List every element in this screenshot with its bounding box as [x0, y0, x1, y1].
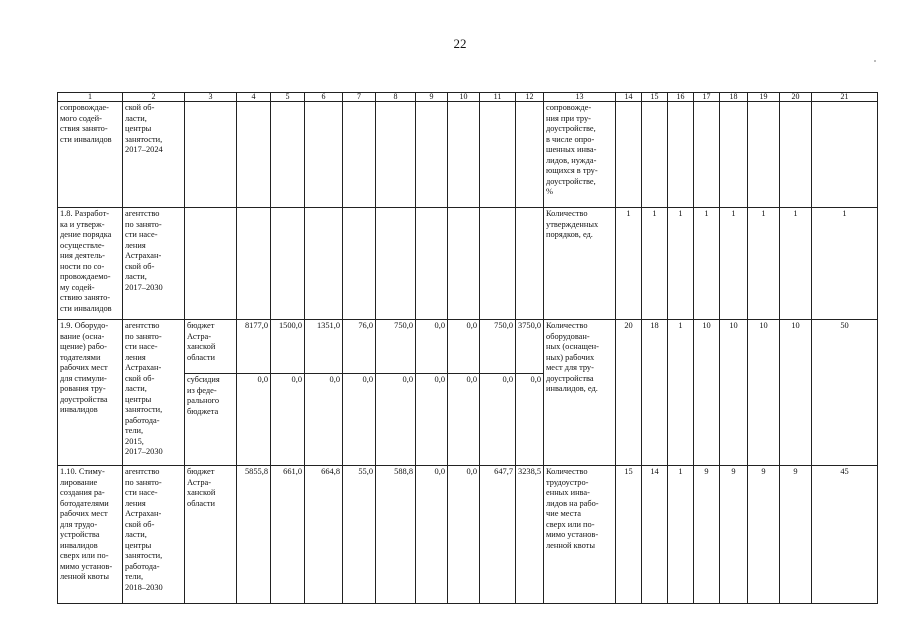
measure-name-cell: 1.8. Разработ- ка и утверж- дение порядка осуществле- ния деятель- ности по со- провождаемо- му содей- ствию занято- сти инвалидов: [58, 208, 123, 320]
target-cell: 50: [812, 320, 878, 466]
executor-cell: агентство по занято- сти насе- ления Астрахан- ской об- ласти, центры занятости, работода- тели, 2018–2030: [123, 466, 185, 604]
source-cell: субсидия из феде- рального бюджета: [185, 374, 237, 466]
target-cell: 1: [780, 208, 812, 320]
value-cell: [448, 208, 480, 320]
target-cell: [780, 102, 812, 208]
value-cell: 1351,0: [305, 320, 343, 374]
value-cell: [343, 102, 376, 208]
col-header: 11: [480, 93, 516, 102]
value-cell: 0,0: [376, 374, 416, 466]
col-header: 9: [416, 93, 448, 102]
indicator-cell: Количество оборудован- ных (оснащен- ных) рабочих мест для тру- доустройства инвалидов, ед.: [544, 320, 616, 466]
col-header: 20: [780, 93, 812, 102]
executor-cell: ской об- ласти, центры занятости, 2017–2024: [123, 102, 185, 208]
value-cell: 647,7: [480, 466, 516, 604]
target-cell: [616, 102, 642, 208]
value-cell: 588,8: [376, 466, 416, 604]
col-header: 21: [812, 93, 878, 102]
value-cell: [480, 208, 516, 320]
value-cell: 750,0: [480, 320, 516, 374]
value-cell: 3238,5: [516, 466, 544, 604]
target-cell: 10: [780, 320, 812, 466]
target-cell: 1: [668, 466, 694, 604]
target-cell: 15: [616, 466, 642, 604]
col-header: 16: [668, 93, 694, 102]
value-cell: 0,0: [480, 374, 516, 466]
source-cell: [185, 102, 237, 208]
page-number: 22: [453, 36, 467, 51]
target-cell: 10: [694, 320, 720, 466]
executor-cell: агентство по занято- сти насе- ления Астрахан- ской об- ласти, центры занятости, работода- тели, 2015, 2017–2030: [123, 320, 185, 466]
value-cell: [516, 208, 544, 320]
value-cell: 8177,0: [237, 320, 271, 374]
value-cell: 3750,0: [516, 320, 544, 374]
source-cell: [185, 208, 237, 320]
target-cell: 10: [748, 320, 780, 466]
indicator-cell: Количество утвержденных порядков, ед.: [544, 208, 616, 320]
measure-name-cell: 1.10. Стиму- лирование создания ра- ботодателями рабочих мест для трудо- устройства инвалидов сверх или по- мимо установ- ленной квоты: [58, 466, 123, 604]
value-cell: [271, 208, 305, 320]
target-cell: 1: [668, 320, 694, 466]
col-header: 15: [642, 93, 668, 102]
measure-name-cell: сопровождае- мого содей- ствия занято- сти инвалидов: [58, 102, 123, 208]
value-cell: [480, 102, 516, 208]
table-row-1-9: [58, 320, 878, 374]
value-cell: [376, 208, 416, 320]
col-header: 3: [185, 93, 237, 102]
value-cell: 661,0: [271, 466, 305, 604]
indicator-cell: сопровожде- ния при тру- доустройстве, в числе опро- шенных инва- лидов, нужда- ющихся в тру- доустройстве, %: [544, 102, 616, 208]
col-header: 7: [343, 93, 376, 102]
value-cell: 0,0: [448, 374, 480, 466]
value-cell: [343, 208, 376, 320]
source-cell: бюджет Астра- ханской области: [185, 320, 237, 374]
target-cell: 1: [720, 208, 748, 320]
value-cell: 1500,0: [271, 320, 305, 374]
target-cell: 9: [694, 466, 720, 604]
col-header: 4: [237, 93, 271, 102]
value-cell: 0,0: [416, 320, 448, 374]
scan-speck: [874, 60, 876, 62]
value-cell: 0,0: [271, 374, 305, 466]
target-cell: 1: [668, 208, 694, 320]
target-cell: [694, 102, 720, 208]
source-cell: бюджет Астра- ханской области: [185, 466, 237, 604]
table-row-1-8: [58, 208, 878, 320]
col-header: 17: [694, 93, 720, 102]
value-cell: 664,8: [305, 466, 343, 604]
col-header: 13: [544, 93, 616, 102]
target-cell: 45: [812, 466, 878, 604]
value-cell: 0,0: [416, 466, 448, 604]
value-cell: 0,0: [448, 320, 480, 374]
value-cell: [416, 208, 448, 320]
program-table: [57, 92, 878, 604]
value-cell: 750,0: [376, 320, 416, 374]
target-cell: 1: [642, 208, 668, 320]
executor-cell: агентство по занято- сти насе- ления Астрахан- ской об- ласти, 2017–2030: [123, 208, 185, 320]
value-cell: [305, 102, 343, 208]
value-cell: [237, 102, 271, 208]
value-cell: 0,0: [237, 374, 271, 466]
target-cell: 18: [642, 320, 668, 466]
col-header: 19: [748, 93, 780, 102]
value-cell: 76,0: [343, 320, 376, 374]
measure-name-cell: 1.9. Оборудо- вание (осна- щение) рабо- тодателями рабочих мест для стимули- рования тру- доустройства инвалидов: [58, 320, 123, 466]
value-cell: [376, 102, 416, 208]
value-cell: 0,0: [516, 374, 544, 466]
target-cell: 14: [642, 466, 668, 604]
value-cell: [416, 102, 448, 208]
col-header: 8: [376, 93, 416, 102]
value-cell: [516, 102, 544, 208]
col-header: 6: [305, 93, 343, 102]
col-header: 2: [123, 93, 185, 102]
value-cell: 0,0: [343, 374, 376, 466]
target-cell: 1: [812, 208, 878, 320]
target-cell: [812, 102, 878, 208]
value-cell: 55,0: [343, 466, 376, 604]
target-cell: 1: [694, 208, 720, 320]
col-header: 12: [516, 93, 544, 102]
value-cell: 0,0: [416, 374, 448, 466]
column-number-row: [58, 93, 878, 102]
value-cell: [271, 102, 305, 208]
col-header: 14: [616, 93, 642, 102]
target-cell: 9: [720, 466, 748, 604]
value-cell: 0,0: [448, 466, 480, 604]
col-header: 10: [448, 93, 480, 102]
target-cell: 9: [748, 466, 780, 604]
col-header: 1: [58, 93, 123, 102]
indicator-cell: Количество трудоустро- енных инва- лидов на рабо- чие места сверх или по- мимо установ- ленной квоты: [544, 466, 616, 604]
target-cell: [642, 102, 668, 208]
target-cell: [720, 102, 748, 208]
col-header: 18: [720, 93, 748, 102]
target-cell: [748, 102, 780, 208]
target-cell: 1: [616, 208, 642, 320]
target-cell: 10: [720, 320, 748, 466]
col-header: 5: [271, 93, 305, 102]
target-cell: [668, 102, 694, 208]
value-cell: [305, 208, 343, 320]
value-cell: 5855,8: [237, 466, 271, 604]
table-row-1-10: [58, 466, 878, 604]
value-cell: [448, 102, 480, 208]
value-cell: 0,0: [305, 374, 343, 466]
target-cell: 1: [748, 208, 780, 320]
target-cell: 20: [616, 320, 642, 466]
table-row-continuation: [58, 102, 878, 208]
target-cell: 9: [780, 466, 812, 604]
value-cell: [237, 208, 271, 320]
